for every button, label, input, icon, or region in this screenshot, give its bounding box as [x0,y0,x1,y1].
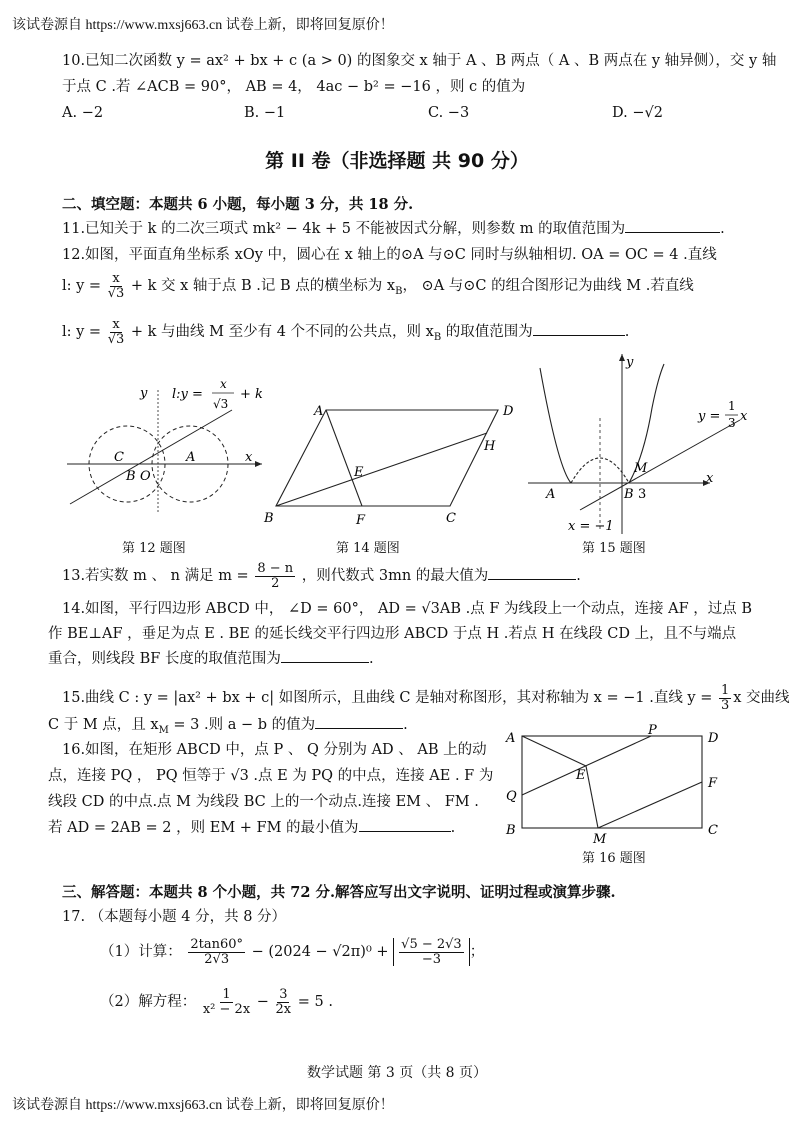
q17-part2-fraction-2: $\frac{3}{2x}$ [275,987,292,1017]
fig15-m-label: M [634,461,648,476]
q13-answer-blank [488,579,576,580]
fig12-x-label: x [245,450,253,465]
q17-title: 17. （本题每小题 4 分，共 8 分） [62,909,287,925]
page-footer: 数学试题 第 3 页（共 8 页） [306,1065,488,1081]
fig15-three-label: 3 [638,487,647,502]
q17-part1-end: ； [469,944,485,961]
q10-line1: 10.已知二次函数 y = ax² + bx + c (a > 0) 的图象交 x 轴于 A 、B 两点（ A 、B 两点在 y 轴异侧），交 y 轴 [62,53,777,69]
section-title: 第 II 卷（非选择题 共 90 分） [265,150,529,172]
q16-line2: 点，连接 PQ ， PQ 恒等于 √3 .点 E 为 PQ 的中点，连接 AE . F 为 [48,768,494,784]
q11-answer-blank [625,232,720,233]
q17-part1-mid: − (2024 − √2π)⁰ + [251,944,389,961]
q10-option-a: A. −2 [62,105,104,121]
fig14-b-label: B [264,511,274,526]
fig16-e-label: E [576,768,586,783]
part2-header: 二、填空题：本题共 6 小题，每小题 3 分，共 18 分. [62,196,414,213]
q12-fraction-2: $\frac{x}{√3}$ [107,317,125,347]
q15-line1-text: 15.曲线 C : y = |ax² + bx + c| 如图所示，且曲线 C 是轴对称图形，其对称轴为 x = −1 .直线 y = [62,690,713,707]
q16-line1: 16.如图，在矩形 ABCD 中，点 P 、 Q 分别为 AD 、 AB 上的动 [62,742,487,758]
q14-answer-blank [281,662,369,663]
watermark-bottom: 该试卷源自 https://www.mxsj663.cn 试卷上新，即将回复原价！ [12,1098,394,1113]
q12-line1: 12.如图，平面直角坐标系 xOy 中，圆心在 x 轴上的⊙A 与⊙C 同时与纵轴相切. OA = OC = 4 .直线 [62,247,717,263]
fig12-a-label: A [186,450,196,465]
fig16-caption: 第 16 题图 [582,851,646,866]
q10-line2: 于点 C .若 ∠ACB = 90°， AB = 4， 4ac − b² = −16 ，则 c 的值为 [62,79,526,95]
q17-part2-minus: − [256,994,269,1011]
fig16-q-label: Q [506,789,517,804]
q15-answer-blank [315,728,403,729]
q16-answer-blank [359,831,451,832]
q16-line3: 线段 CD 的中点.点 M 为线段 BC 上的一个动点.连接 EM 、 FM . [48,794,479,810]
fig16-d-label: D [708,731,719,746]
fig14-e-label: E [354,465,364,480]
q14-line2: 作 BE⊥AF ，垂足为点 E . BE 的延长线交平行四边形 ABCD 于点 H .若点 H 在线段 CD 上，且不与端点 [48,626,737,642]
q17-part1-fraction: $\frac{2\tan 60^\circ}{2√3}$ [190,937,244,967]
q13-fraction: $\frac{8 - n}{2}$ [257,561,294,591]
fig16-c-label: C [708,823,718,838]
q13-tail: ，则代数式 3mn 的最大值为 [301,568,489,585]
fig16-p-label: P [648,723,657,738]
q17-part2-label: （2）解方程： [100,994,197,1011]
q12-line3: l: y = $\frac{x}{√3}$ + k 与曲线 M 至少有 4 个不同的公共点，则 $x_B$ 的取值范围为 . [62,317,630,347]
q16-line4-text: 若 AD = 2AB = 2 ，则 EM + FM 的最小值为 [48,820,359,836]
fig12-y-label: y [140,386,148,401]
q10-option-d: D. −√2 [612,105,663,121]
fig15-line-label: y = [698,409,721,424]
q17-part1-abs [393,938,470,966]
q16-line4: 若 AD = 2AB = 2 ，则 EM + FM 的最小值为 . [48,820,456,836]
fig14-f-label: F [356,513,366,528]
q10-option-b: B. −1 [244,105,286,121]
y-axis-arrow-icon [619,354,625,361]
parallelogram-abcd [276,410,498,506]
fig15-caption: 第 15 题图 [582,541,646,556]
q12-answer-blank [533,335,625,336]
q14-line3-text: 重合，则线段 BF 长度的取值范围为 [48,651,281,667]
q15-line2-text: C 于 M 点，且 x [48,717,159,733]
fig14-d-label: D [503,404,514,419]
segment-em [586,766,598,828]
q15-line1-tail: x 交曲线 [733,690,790,707]
curve-left-branch [540,368,571,483]
q14-line3: 重合，则线段 BF 长度的取值范围为 . [48,651,374,667]
fig15-x-label: x [706,471,714,486]
q11-text: 11.已知关于 k 的二次三项式 mk² − 4k + 5 不能被因式分解，则参数 m 的取值范围为 . [62,221,725,237]
fig15-y-label: y [626,355,634,370]
fig15-frac-den: 3 [728,416,736,430]
q12-line2-mid: + k 交 x 轴于点 B .记 B 点的横坐标为 x [130,278,396,295]
q12-line3-end: 的取值范围为 [441,324,533,341]
fig16-f-label: F [708,776,718,791]
fig15-b-label: B [624,487,634,502]
q17-part1 [100,938,484,966]
q15-fraction: $\frac{1}{3}$ [720,683,730,713]
fig12-line-label: l:y = [172,387,203,402]
figure-16 [500,722,730,844]
q11-stem: 11.已知关于 k 的二次三项式 mk² − 4k + 5 不能被因式分解，则参数 m 的取值范围为 [62,221,626,237]
fig15-a-label: A [546,487,556,502]
q12-line2-lhs: l: y = [62,278,102,295]
line-y-third-x [580,420,740,510]
line-l [70,410,232,504]
fig14-h-label: H [484,439,496,454]
fig12-o-label: O [140,469,151,484]
watermark-top: 该试卷源自 https://www.mxsj663.cn 试卷上新，即将回复原价！ [12,18,394,33]
fig15-line-x: x [740,409,748,424]
q13-stem: 13.若实数 m 、 n 满足 m = [62,568,249,585]
q17-part1-label: （1）计算： [100,944,182,961]
fig12-frac-num: x [220,377,227,391]
fig16-b-label: B [506,823,516,838]
q15-line2: C 于 M 点，且 $x_M = 3$ .则 a − b 的值为 . [48,717,408,736]
rectangle-abcd [522,736,702,828]
figure-14 [258,400,520,530]
fig16-a-label: A [506,731,516,746]
fig16-m-label: M [593,832,607,844]
fig12-c-label: C [114,450,124,465]
segment-ae [522,736,586,766]
fig12-b-label: B [126,469,136,484]
q12-fraction: $\frac{x}{√3}$ [107,271,125,301]
fig14-c-label: C [446,511,456,526]
fig12-frac-den: √3 [213,397,229,411]
q17-part1-abs-fraction: $\frac{√5 - 2√3}{-3}$ [401,937,462,967]
fig15-axis-label: x = −1 [568,519,614,534]
segment-fm [598,782,702,828]
q17-part2-end: = 5 . [297,994,333,1011]
fig12-caption: 第 12 题图 [122,541,186,556]
q12-line3-mid: + k 与曲线 M 至少有 4 个不同的公共点，则 x [130,324,434,341]
q15-line2-tail: = 3 .则 a − b 的值为 [168,717,316,733]
q14-line1: 14.如图，平行四边形 ABCD 中， ∠D = 60°， AD = √3AB .点 F 为线段上一个动点，连接 AF ，过点 B [62,601,753,617]
figure-12 [62,372,272,518]
q17-part2-fraction-1: $\frac{1}{\text{x² − 2x}}$ [202,987,251,1017]
q12-line3-lhs: l: y = [62,324,102,341]
q12-line2-end: ， ⊙A 与⊙C 的组合图形记为曲线 M .若直线 [402,278,694,295]
fig15-frac-num: 1 [728,399,736,413]
part3-header: 三、解答题：本题共 8 个小题，共 72 分.解答应写出文字说明、证明过程或演算步骤. [62,884,616,901]
fig14-a-label: A [314,404,324,419]
q10-option-c: C. −3 [428,105,470,121]
fig12-plus-k: + k [240,387,263,402]
fig14-caption: 第 14 题图 [336,541,400,556]
figure-15 [518,348,758,536]
q13-text: 13.若实数 m 、 n 满足 m = $\frac{8 - n}{2}$ ，则代数式 3mn 的最大值为 . [62,561,581,591]
segment-af [326,410,362,506]
q12-line2: l: y = $\frac{x}{√3}$ + k 交 x 轴于点 B .记 B 点的横坐标为 $x_B$， ⊙A 与⊙C 的组合图形记为曲线 M .若直线 [62,271,694,301]
q17-part2 [100,988,333,1016]
q15-line1 [62,684,790,712]
